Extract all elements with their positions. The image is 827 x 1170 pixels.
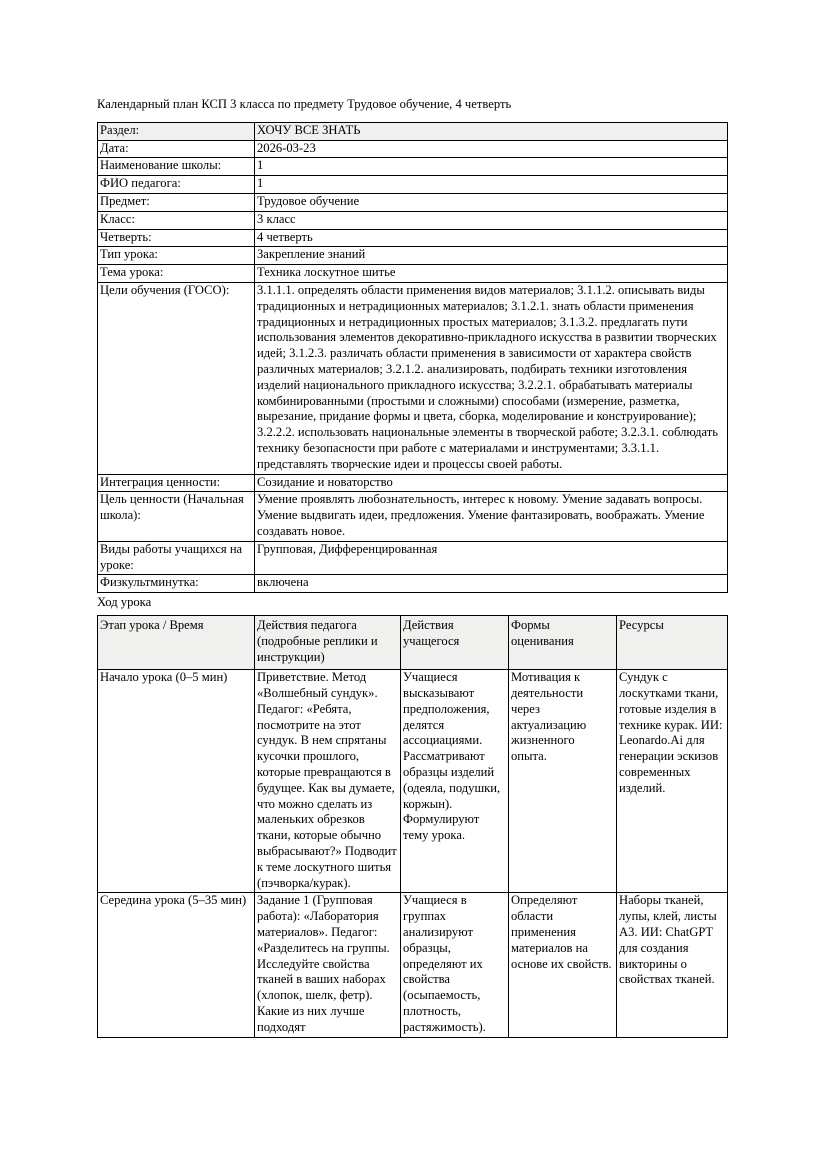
info-label: Предмет: xyxy=(98,193,255,211)
column-header-assessment: Формы оценивания xyxy=(509,615,617,669)
info-value: 3 класс xyxy=(255,211,728,229)
info-value: 1 xyxy=(255,158,728,176)
lesson-info-table xyxy=(97,122,728,593)
info-label: Наименование школы: xyxy=(98,158,255,176)
table-row xyxy=(98,229,728,247)
table-row xyxy=(98,158,728,176)
info-label: Цель ценности (Начальная школа): xyxy=(98,492,255,541)
info-label: Четверть: xyxy=(98,229,255,247)
stage-cell: Начало урока (0–5 мин) xyxy=(98,670,255,893)
column-header-resources: Ресурсы xyxy=(617,615,728,669)
column-header-teacher-actions: Действия педагога (подробные реплики и инструкции) xyxy=(255,615,401,669)
info-value: 3.1.1.1. определять области применения видов материалов; 3.1.1.2. описывать виды традиционных и нетрадиционных материалов; 3.1.2.1. знать области применения традиционных и нетрадиционных простых материалов; 3.1.3.2. предлагать пути использования элементов декоративно-прикладного искусства в развитии творческих идей; 3.1.2.3. различать области применения в зависимости от характера свойств различных материалов; 3.2.1.2. анализировать, подбирать техники изготовления изделий национального прикладного искусства; 3.2.2.1. обрабатывать материалы комбинированными (простыми и сложными) способами (измерение, разметка, вырезание, придание формы и цвета, сборка, моделирование и конструирование); 3.2.2.2. использовать национальные элементы в творческой работе; 3.2.3.1. соблюдать технику безопасности при работе с материалами и инструментами; 3.3.1.1. представлять творческие идеи и процессы своей работы. xyxy=(255,282,728,474)
table-row xyxy=(98,122,728,140)
info-label: Раздел: xyxy=(98,122,255,140)
table-row xyxy=(98,193,728,211)
info-label: Тип урока: xyxy=(98,247,255,265)
info-label: Тема урока: xyxy=(98,265,255,283)
table-row xyxy=(98,176,728,194)
info-label: Физкультминутка: xyxy=(98,575,255,593)
table-row xyxy=(98,282,728,474)
resources-cell: Наборы тканей, лупы, клей, листы А3. ИИ: ChatGPT для создания викторины о свойствах тканей. xyxy=(617,893,728,1037)
section-heading: Ход урока xyxy=(97,595,152,610)
student-actions-cell: Учащиеся в группах анализируют образцы, определяют их свойства (осыпаемость, плотность, растяжимость). xyxy=(401,893,509,1037)
info-value: Умение проявлять любознательность, интерес к новому. Умение задавать вопросы. Умение выдвигать идеи, предложения. Умение фантазировать, воображать. Умение создавать новое. xyxy=(255,492,728,541)
assessment-cell: Определяют области применения материалов на основе их свойств. xyxy=(509,893,617,1037)
info-value: включена xyxy=(255,575,728,593)
info-label: ФИО педагога: xyxy=(98,176,255,194)
info-value: Закрепление знаний xyxy=(255,247,728,265)
info-value: Групповая, Дифференцированная xyxy=(255,541,728,575)
info-label: Цели обучения (ГОСО): xyxy=(98,282,255,474)
lesson-row-start xyxy=(98,670,728,893)
assessment-cell: Мотивация к деятельности через актуализацию жизненного опыта. xyxy=(509,670,617,893)
lesson-row-middle xyxy=(98,893,728,1037)
info-value: Техника лоскутное шитье xyxy=(255,265,728,283)
resources-cell: Сундук с лоскутками ткани, готовые изделия в технике курак. ИИ: Leonardo.Ai для генерации эскизов современных изделий. xyxy=(617,670,728,893)
info-label: Дата: xyxy=(98,140,255,158)
page-title: Календарный план КСП 3 класса по предмету Трудовое обучение, 4 четверть xyxy=(97,97,512,111)
teacher-actions-cell: Приветствие. Метод «Волшебный сундук». Педагог: «Ребята, посмотрите на этот сундук. В нем спрятаны кусочки прошлого, которые превращаются в будущее. Как вы думаете, что можно сделать из маленьких обрезков ткани, которые обычно выбрасывают?» Подводит к теме лоскутного шитья (пэчворка/курак). xyxy=(255,670,401,893)
table-row xyxy=(98,247,728,265)
info-value: 4 четверть xyxy=(255,229,728,247)
stage-cell: Середина урока (5–35 мин) xyxy=(98,893,255,1037)
column-header-student-actions: Действия учащегося xyxy=(401,615,509,669)
info-value: Созидание и новаторство xyxy=(255,474,728,492)
info-label: Виды работы учащихся на уроке: xyxy=(98,541,255,575)
student-actions-cell: Учащиеся высказывают предположения, делятся ассоциациями. Рассматривают образцы изделий (одеяла, подушки, коржын). Формулируют тему урока. xyxy=(401,670,509,893)
lesson-flow-table xyxy=(97,615,728,1038)
info-label: Интеграция ценности: xyxy=(98,474,255,492)
table-row xyxy=(98,474,728,492)
table-row xyxy=(98,541,728,575)
info-value: 1 xyxy=(255,176,728,194)
info-value: ХОЧУ ВСЕ ЗНАТЬ xyxy=(255,122,728,140)
table-row xyxy=(98,140,728,158)
info-label: Класс: xyxy=(98,211,255,229)
info-value: Трудовое обучение xyxy=(255,193,728,211)
table-row xyxy=(98,265,728,283)
column-header-stage: Этап урока / Время xyxy=(98,615,255,669)
table-row xyxy=(98,575,728,593)
table-row xyxy=(98,492,728,541)
teacher-actions-cell: Задание 1 (Групповая работа): «Лаборатория материалов». Педагог: «Разделитесь на группы. Исследуйте свойства тканей в ваших наборах (хлопок, шелк, фетр). Какие из них лучше подходят xyxy=(255,893,401,1037)
table-row xyxy=(98,211,728,229)
lesson-header-row xyxy=(98,615,728,669)
info-value: 2026-03-23 xyxy=(255,140,728,158)
